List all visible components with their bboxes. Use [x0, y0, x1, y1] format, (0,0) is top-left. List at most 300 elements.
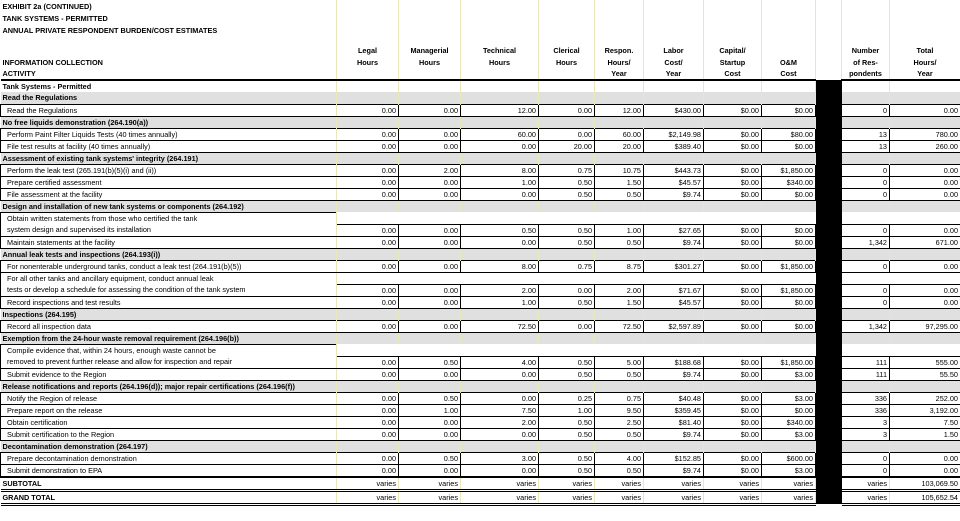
- value-cell: 0.50: [539, 296, 595, 308]
- value-cell: $340.00: [762, 416, 816, 428]
- activity-label: Submit demonstration to EPA: [1, 464, 337, 477]
- value-cell: $45.57: [644, 176, 704, 188]
- value-cell: $2,149.98: [644, 128, 704, 140]
- value-cell: 0.50: [539, 188, 595, 200]
- value-cell: 4.00: [461, 356, 539, 368]
- total-value: varies: [842, 477, 890, 491]
- value-cell: 60.00: [595, 128, 644, 140]
- value-cell: $0.00: [704, 260, 762, 272]
- value-cell: 0.00: [337, 320, 399, 332]
- separator-column: [816, 284, 842, 296]
- value-cell: 2.00: [461, 416, 539, 428]
- column-header: Number: [842, 44, 890, 56]
- separator-column: [816, 152, 842, 164]
- value-cell: 0.00: [399, 284, 461, 296]
- total-value: varies: [595, 477, 644, 491]
- total-value: varies: [461, 490, 539, 504]
- activity-label: tests or develop a schedule for assessing the condition of the tank system: [1, 284, 337, 296]
- separator-column: [816, 260, 842, 272]
- column-header: Year: [644, 68, 704, 80]
- value-cell: 2.00: [595, 284, 644, 296]
- value-cell: $430.00: [644, 104, 704, 116]
- value-cell: 0.00: [337, 140, 399, 152]
- value-cell: $1,850.00: [762, 356, 816, 368]
- activity-label: Submit evidence to the Region: [1, 368, 337, 380]
- table-row: [1, 272, 960, 284]
- value-cell: $0.00: [704, 320, 762, 332]
- separator-column: [816, 428, 842, 440]
- table-row: [1, 392, 960, 404]
- column-header: Hours: [399, 56, 461, 68]
- exhibit-caption: ANNUAL PRIVATE RESPONDENT BURDEN/COST ESTIMATES: [1, 24, 337, 36]
- total-value: varies: [595, 490, 644, 504]
- total-value: varies: [762, 490, 816, 504]
- separator-column: [816, 308, 842, 320]
- table-row: [1, 344, 960, 356]
- value-cell: 0.00: [399, 320, 461, 332]
- value-cell: $9.74: [644, 188, 704, 200]
- value-cell: $0.00: [704, 140, 762, 152]
- empty-cell: [842, 212, 890, 224]
- value-cell: 0.50: [539, 176, 595, 188]
- empty-cell: [704, 272, 762, 284]
- value-cell: 0.00: [539, 104, 595, 116]
- value-cell: $0.00: [762, 188, 816, 200]
- value-cell: 111: [842, 356, 890, 368]
- column-header: Startup: [704, 56, 762, 68]
- column-header: of Res-: [842, 56, 890, 68]
- separator-column: [816, 490, 842, 504]
- value-cell: 0.50: [595, 236, 644, 248]
- activity-label: Notify the Region of release: [1, 392, 337, 404]
- value-cell: 0: [842, 188, 890, 200]
- empty-cell: [337, 272, 399, 284]
- value-cell: 0.50: [399, 356, 461, 368]
- value-cell: $152.85: [644, 452, 704, 464]
- value-cell: $359.45: [644, 404, 704, 416]
- separator-column: [816, 92, 842, 104]
- value-cell: 0.00: [890, 188, 960, 200]
- separator-column: [816, 116, 842, 128]
- activity-label: Compile evidence that, within 24 hours, enough waste cannot be: [1, 344, 337, 356]
- activity-label: removed to prevent further release and allow for inspection and repair: [1, 356, 337, 368]
- value-cell: 0.00: [399, 224, 461, 236]
- value-cell: $0.00: [704, 452, 762, 464]
- separator-column: [816, 176, 842, 188]
- column-header: Hours/: [890, 56, 960, 68]
- empty-cell: [890, 272, 960, 284]
- table-row: [1, 104, 960, 116]
- value-cell: $0.00: [704, 224, 762, 236]
- value-cell: 0.00: [539, 284, 595, 296]
- value-cell: 0.50: [539, 368, 595, 380]
- value-cell: 0.00: [337, 236, 399, 248]
- section-header: [1, 440, 960, 452]
- separator-column: [816, 212, 842, 224]
- activity-label: Read the Regulations: [1, 104, 337, 116]
- empty-cell: [842, 344, 890, 356]
- table-row: [1, 368, 960, 380]
- empty-cell: [461, 272, 539, 284]
- section-title: Annual leak tests and inspections (264.193(i)): [1, 248, 337, 260]
- value-cell: 0.00: [337, 296, 399, 308]
- separator-column: [816, 128, 842, 140]
- value-cell: $0.00: [704, 176, 762, 188]
- value-cell: 555.00: [890, 356, 960, 368]
- value-cell: 0.50: [595, 368, 644, 380]
- activity-label: Obtain written statements from those who certified the tank: [1, 212, 337, 224]
- value-cell: 60.00: [461, 128, 539, 140]
- table-row: [1, 236, 960, 248]
- empty-cell: [461, 344, 539, 356]
- grand-total-row: [1, 490, 960, 504]
- value-cell: 3: [842, 428, 890, 440]
- value-cell: 8.00: [461, 164, 539, 176]
- value-cell: 1.00: [399, 404, 461, 416]
- section-header: [1, 380, 960, 392]
- value-cell: $27.65: [644, 224, 704, 236]
- total-value: varies: [644, 477, 704, 491]
- column-header: Capital/: [704, 44, 762, 56]
- column-header: Cost: [704, 68, 762, 80]
- value-cell: 0.00: [337, 452, 399, 464]
- empty-cell: [399, 212, 461, 224]
- value-cell: 0.00: [461, 368, 539, 380]
- separator-column: [816, 296, 842, 308]
- value-cell: $0.00: [704, 104, 762, 116]
- value-cell: $301.27: [644, 260, 704, 272]
- separator-column: [816, 477, 842, 491]
- separator-column: [816, 200, 842, 212]
- value-cell: 5.00: [595, 356, 644, 368]
- total-label: SUBTOTAL: [1, 477, 337, 491]
- table-row: [1, 128, 960, 140]
- table-row: [1, 464, 960, 477]
- caption-row: [1, 24, 960, 36]
- value-cell: 0.00: [337, 404, 399, 416]
- activity-label: Maintain statements at the facility: [1, 236, 337, 248]
- value-cell: 0.50: [399, 452, 461, 464]
- table-row: [1, 428, 960, 440]
- value-cell: 0.00: [461, 188, 539, 200]
- value-cell: $443.73: [644, 164, 704, 176]
- total-value: varies: [399, 490, 461, 504]
- column-header: Legal: [337, 44, 399, 56]
- column-header: [816, 44, 842, 56]
- total-value: varies: [644, 490, 704, 504]
- table-row: [1, 452, 960, 464]
- empty-cell: [399, 272, 461, 284]
- activity-label: File test results at facility (40 times annually): [1, 140, 337, 152]
- value-cell: $1,850.00: [762, 260, 816, 272]
- section-title: Read the Regulations: [1, 92, 337, 104]
- table-title-row: [1, 80, 960, 92]
- value-cell: 0.00: [337, 464, 399, 477]
- value-cell: 0.00: [461, 392, 539, 404]
- value-cell: 2.50: [595, 416, 644, 428]
- table-row: [1, 320, 960, 332]
- value-cell: 0.00: [461, 140, 539, 152]
- value-cell: 0.00: [399, 140, 461, 152]
- empty-cell: [890, 212, 960, 224]
- empty-cell: [644, 344, 704, 356]
- activity-label: Prepare report on the release: [1, 404, 337, 416]
- empty-cell: [890, 344, 960, 356]
- empty-cell: [539, 212, 595, 224]
- separator-column: [816, 440, 842, 452]
- value-cell: 0.00: [337, 104, 399, 116]
- table-body: [1, 0, 960, 92]
- value-cell: $0.00: [704, 428, 762, 440]
- value-cell: $0.00: [704, 404, 762, 416]
- empty-cell: [644, 212, 704, 224]
- empty-cell: [762, 212, 816, 224]
- value-cell: 0.00: [337, 128, 399, 140]
- value-cell: 0.00: [337, 428, 399, 440]
- separator-column: [816, 236, 842, 248]
- value-cell: 0.75: [539, 260, 595, 272]
- value-cell: 1,342: [842, 236, 890, 248]
- value-cell: $0.00: [704, 392, 762, 404]
- table-row: [1, 212, 960, 224]
- separator-column: [816, 140, 842, 152]
- column-header: Respon.: [595, 44, 644, 56]
- value-cell: 12.00: [595, 104, 644, 116]
- value-cell: $3.00: [762, 368, 816, 380]
- empty-cell: [539, 272, 595, 284]
- value-cell: 3.00: [461, 452, 539, 464]
- section-header: [1, 308, 960, 320]
- empty-cell: [842, 272, 890, 284]
- total-value: varies: [704, 477, 762, 491]
- value-cell: 0.50: [595, 464, 644, 477]
- value-cell: 0.00: [461, 428, 539, 440]
- column-header: [762, 44, 816, 56]
- value-cell: 2.00: [399, 164, 461, 176]
- value-cell: 0.00: [461, 464, 539, 477]
- value-cell: 0.50: [539, 452, 595, 464]
- table-row: [1, 140, 960, 152]
- value-cell: 252.00: [890, 392, 960, 404]
- column-header: [816, 68, 842, 80]
- value-cell: 12.00: [461, 104, 539, 116]
- total-label: GRAND TOTAL: [1, 490, 337, 504]
- value-cell: 1.50: [595, 296, 644, 308]
- value-cell: 0.50: [595, 428, 644, 440]
- separator-column: [816, 356, 842, 368]
- value-cell: 111: [842, 368, 890, 380]
- value-cell: 0.00: [890, 284, 960, 296]
- value-cell: 0.00: [399, 296, 461, 308]
- activity-label: Record inspections and test results: [1, 296, 337, 308]
- value-cell: 0.50: [461, 224, 539, 236]
- activity-label: Obtain certification: [1, 416, 337, 428]
- separator-column: [816, 392, 842, 404]
- separator-column: [816, 188, 842, 200]
- value-cell: $1,850.00: [762, 164, 816, 176]
- exhibit-title: EXHIBIT 2a (CONTINUED): [1, 0, 337, 12]
- table-row: [1, 176, 960, 188]
- value-cell: 0.75: [539, 164, 595, 176]
- value-cell: 0.50: [539, 428, 595, 440]
- value-cell: 336: [842, 392, 890, 404]
- value-cell: $9.74: [644, 236, 704, 248]
- value-cell: 0.25: [539, 392, 595, 404]
- total-value: varies: [337, 477, 399, 491]
- value-cell: 0.50: [539, 236, 595, 248]
- value-cell: 0.00: [890, 464, 960, 477]
- empty-cell: [644, 272, 704, 284]
- column-header: [399, 68, 461, 80]
- value-cell: 260.00: [890, 140, 960, 152]
- value-cell: 2.00: [461, 284, 539, 296]
- value-cell: 72.50: [461, 320, 539, 332]
- value-cell: 8.75: [595, 260, 644, 272]
- value-cell: 0.00: [890, 224, 960, 236]
- value-cell: 0: [842, 296, 890, 308]
- value-cell: 0.50: [539, 356, 595, 368]
- value-cell: $340.00: [762, 176, 816, 188]
- total-value: varies: [842, 490, 890, 504]
- empty-cell: [337, 344, 399, 356]
- section-title: Release notifications and reports (264.196(d)); major repair certifications (264.196(f)): [1, 380, 337, 392]
- value-cell: $9.74: [644, 464, 704, 477]
- column-header: Year: [595, 68, 644, 80]
- title-row: [1, 0, 960, 12]
- activity-label: Prepare certified assessment: [1, 176, 337, 188]
- subtitle-row: [1, 12, 960, 24]
- column-header: pondents: [842, 68, 890, 80]
- value-cell: 1.00: [461, 296, 539, 308]
- table-row: [1, 416, 960, 428]
- value-cell: 0.50: [539, 224, 595, 236]
- total-value: varies: [762, 477, 816, 491]
- value-cell: 0.00: [539, 320, 595, 332]
- exhibit-subtitle: TANK SYSTEMS - PERMITTED: [1, 12, 337, 24]
- empty-cell: [595, 212, 644, 224]
- activity-label: For nonenterable underground tanks, conduct a leak test (264.191(b)(5)): [1, 260, 337, 272]
- activity-label: Perform Paint Filter Liquids Tests (40 times annually): [1, 128, 337, 140]
- value-cell: 0.00: [399, 236, 461, 248]
- value-cell: $0.00: [704, 296, 762, 308]
- activity-label: Perform the leak test (265.191(b)(5)(i) and (ii)): [1, 164, 337, 176]
- value-cell: 1.50: [890, 428, 960, 440]
- value-cell: 0: [842, 224, 890, 236]
- header-row-3: [1, 68, 960, 80]
- value-cell: $600.00: [762, 452, 816, 464]
- column-header: Hours: [461, 56, 539, 68]
- value-cell: 72.50: [595, 320, 644, 332]
- value-cell: $0.00: [762, 296, 816, 308]
- value-cell: 0.00: [337, 368, 399, 380]
- column-header: Cost: [762, 68, 816, 80]
- section-title: Exemption from the 24-hour waste removal requirement (264.196(b)): [1, 332, 337, 344]
- value-cell: 0.00: [399, 176, 461, 188]
- value-cell: 0.00: [890, 452, 960, 464]
- value-cell: 1.00: [595, 224, 644, 236]
- separator-column: [816, 380, 842, 392]
- value-cell: $3.00: [762, 428, 816, 440]
- value-cell: 0: [842, 284, 890, 296]
- total-value: varies: [461, 477, 539, 491]
- column-header: [461, 68, 539, 80]
- separator-column: [816, 104, 842, 116]
- activity-label: Record all inspection data: [1, 320, 337, 332]
- value-cell: 0.50: [595, 188, 644, 200]
- value-cell: $0.00: [704, 356, 762, 368]
- total-value: 105,652.54: [890, 490, 960, 504]
- value-cell: $188.68: [644, 356, 704, 368]
- column-header: [337, 68, 399, 80]
- column-header: Total: [890, 44, 960, 56]
- value-cell: 0.00: [890, 104, 960, 116]
- value-cell: $0.00: [704, 164, 762, 176]
- value-cell: $0.00: [704, 368, 762, 380]
- value-cell: 0.50: [539, 416, 595, 428]
- empty-cell: [337, 212, 399, 224]
- value-cell: 0.00: [337, 224, 399, 236]
- section-title: Design and installation of new tank systems or components (264.192): [1, 200, 337, 212]
- value-cell: $40.48: [644, 392, 704, 404]
- separator-column: [816, 248, 842, 260]
- value-cell: 0.00: [399, 188, 461, 200]
- empty-cell: [704, 344, 762, 356]
- empty-cell: [762, 344, 816, 356]
- separator-column: [816, 368, 842, 380]
- separator-column: [816, 320, 842, 332]
- value-cell: 20.00: [539, 140, 595, 152]
- empty-cell: [595, 272, 644, 284]
- value-cell: 0.00: [337, 260, 399, 272]
- total-value: 103,069.50: [890, 477, 960, 491]
- value-cell: $0.00: [704, 416, 762, 428]
- value-cell: 0.00: [461, 236, 539, 248]
- section-title: Inspections (264.195): [1, 308, 337, 320]
- value-cell: 0.00: [539, 128, 595, 140]
- total-value: varies: [539, 490, 595, 504]
- section-header: [1, 152, 960, 164]
- activity-label: system design and supervised its installation: [1, 224, 337, 236]
- value-cell: 8.00: [461, 260, 539, 272]
- column-header: [1, 44, 337, 56]
- activity-label: For all other tanks and ancillary equipment, conduct annual leak: [1, 272, 337, 284]
- value-cell: $3.00: [762, 464, 816, 477]
- value-cell: 0.50: [539, 464, 595, 477]
- total-value: varies: [704, 490, 762, 504]
- separator-column: [816, 464, 842, 477]
- column-header: O&M: [762, 56, 816, 68]
- value-cell: 0.00: [890, 260, 960, 272]
- total-value: varies: [539, 477, 595, 491]
- column-header: Managerial: [399, 44, 461, 56]
- value-cell: 0: [842, 260, 890, 272]
- value-cell: 336: [842, 404, 890, 416]
- column-header: Clerical: [539, 44, 595, 56]
- value-cell: $71.67: [644, 284, 704, 296]
- value-cell: 4.00: [595, 452, 644, 464]
- separator-column: [816, 224, 842, 236]
- value-cell: 13: [842, 128, 890, 140]
- value-cell: 0.00: [399, 128, 461, 140]
- section-title: Decontamination demonstration (264.197): [1, 440, 337, 452]
- header-row-2: [1, 56, 960, 68]
- separator-column: [816, 404, 842, 416]
- value-cell: 7.50: [461, 404, 539, 416]
- value-cell: $1,850.00: [762, 284, 816, 296]
- value-cell: 0.00: [337, 392, 399, 404]
- value-cell: 0.00: [337, 176, 399, 188]
- value-cell: 0.75: [595, 392, 644, 404]
